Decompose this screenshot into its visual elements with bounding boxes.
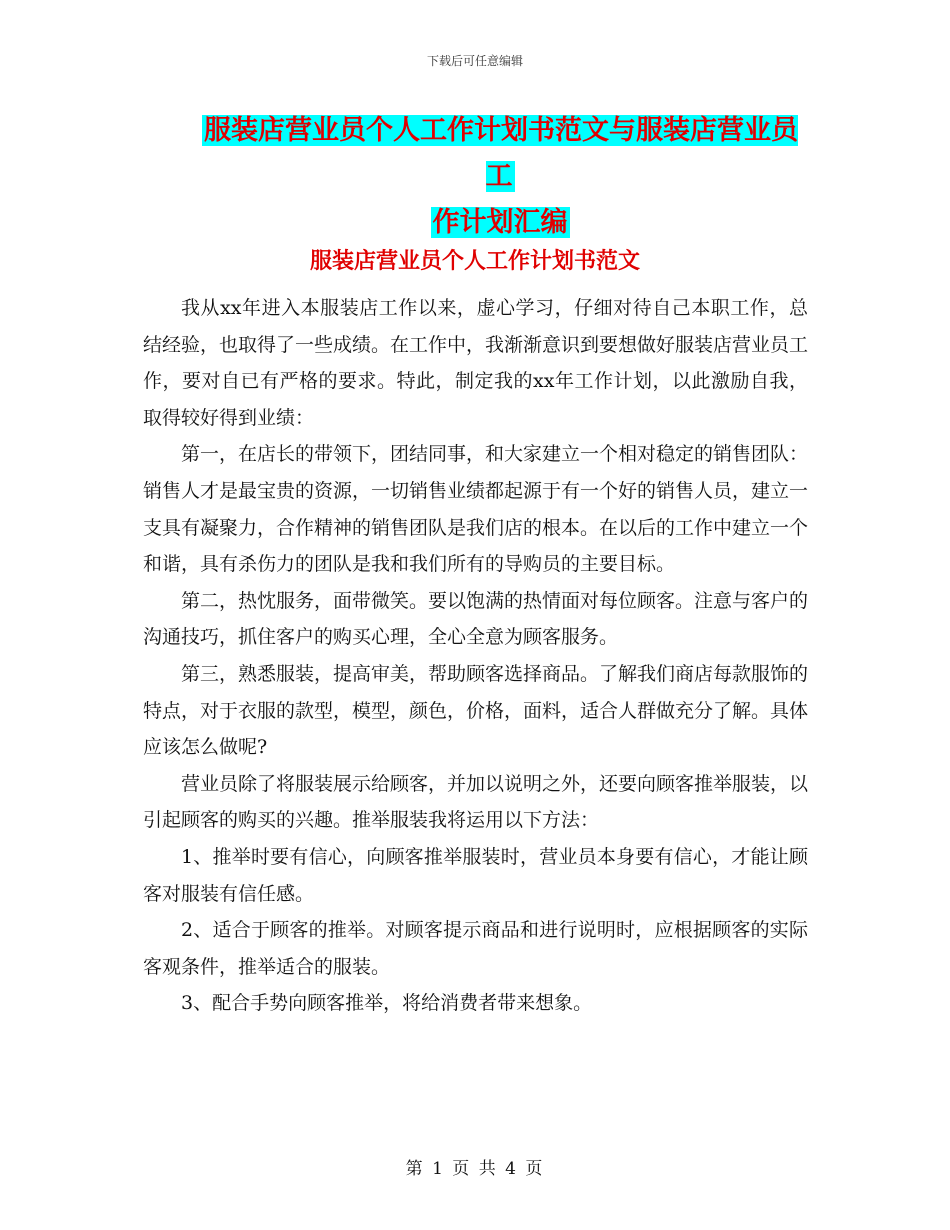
document-title <box>190 108 810 246</box>
paragraph: 3、配合手势向顾客推举，将给消费者带来想象。 <box>181 992 593 1015</box>
section-title: 服装店营业员个人工作计划书范文 <box>309 249 640 274</box>
paragraph: 第一，在店长的带领下，团结同事，和大家建立一个相对稳定的销售团队：销售人才是最宝贵的资源，一切销售业绩都起源于有一个好的销售人员，建立一支具有凝聚力，合作精神的销售团队是我们店的根本。在以后的工作中建立一个和谐，具有杀伤力的团队是我和我们所有的导购员的主要目标。 <box>143 443 809 576</box>
paragraph: 第三，熟悉服装，提高审美，帮助顾客选择商品。了解我们商店每款服饰的特点，对于衣服的款型，模型，颜色，价格，面料，适合人群做充分了解。具体应该怎么做呢? <box>143 662 809 759</box>
paragraph: 1、推举时要有信心，向顾客推举服装时，营业员本身要有信心，才能让顾客对服装有信任感。 <box>143 845 808 905</box>
paragraph: 2、适合于顾客的推举。对顾客提示商品和进行说明时，应根据顾客的实际客观条件，推举适合的服装。 <box>143 919 808 978</box>
page-footer: 第 1 页 共 4 页 <box>405 1159 545 1179</box>
document-title-line1: 服装店营业员个人工作计划书范文与服装店营业员工 <box>204 115 798 192</box>
header-note: 下载后可任意编辑 <box>426 54 523 68</box>
document-title-line2: 作计划汇编 <box>432 207 568 238</box>
paragraph: 我从xx年进入本服装店工作以来，虚心学习，仔细对待自己本职工作，总结经验，也取得了一些成绩。在工作中，我渐渐意识到要想做好服装店营业员工作，要对自已有严格的要求。特此，制定我的xx年工作计划，以此激励自我，取得较好得到业绩： <box>143 297 809 429</box>
paragraph: 营业员除了将服装展示给顾客，并加以说明之外，还要向顾客推举服装，以引起顾客的购买的兴趣。推举服装我将运用以下方法： <box>143 772 809 832</box>
paragraph: 第二，热忱服务，面带微笑。要以饱满的热情面对每位顾客。注意与客户的沟通技巧，抓住客户的购买心理，全心全意为顾客服务。 <box>143 589 809 649</box>
body-text <box>143 290 808 1022</box>
